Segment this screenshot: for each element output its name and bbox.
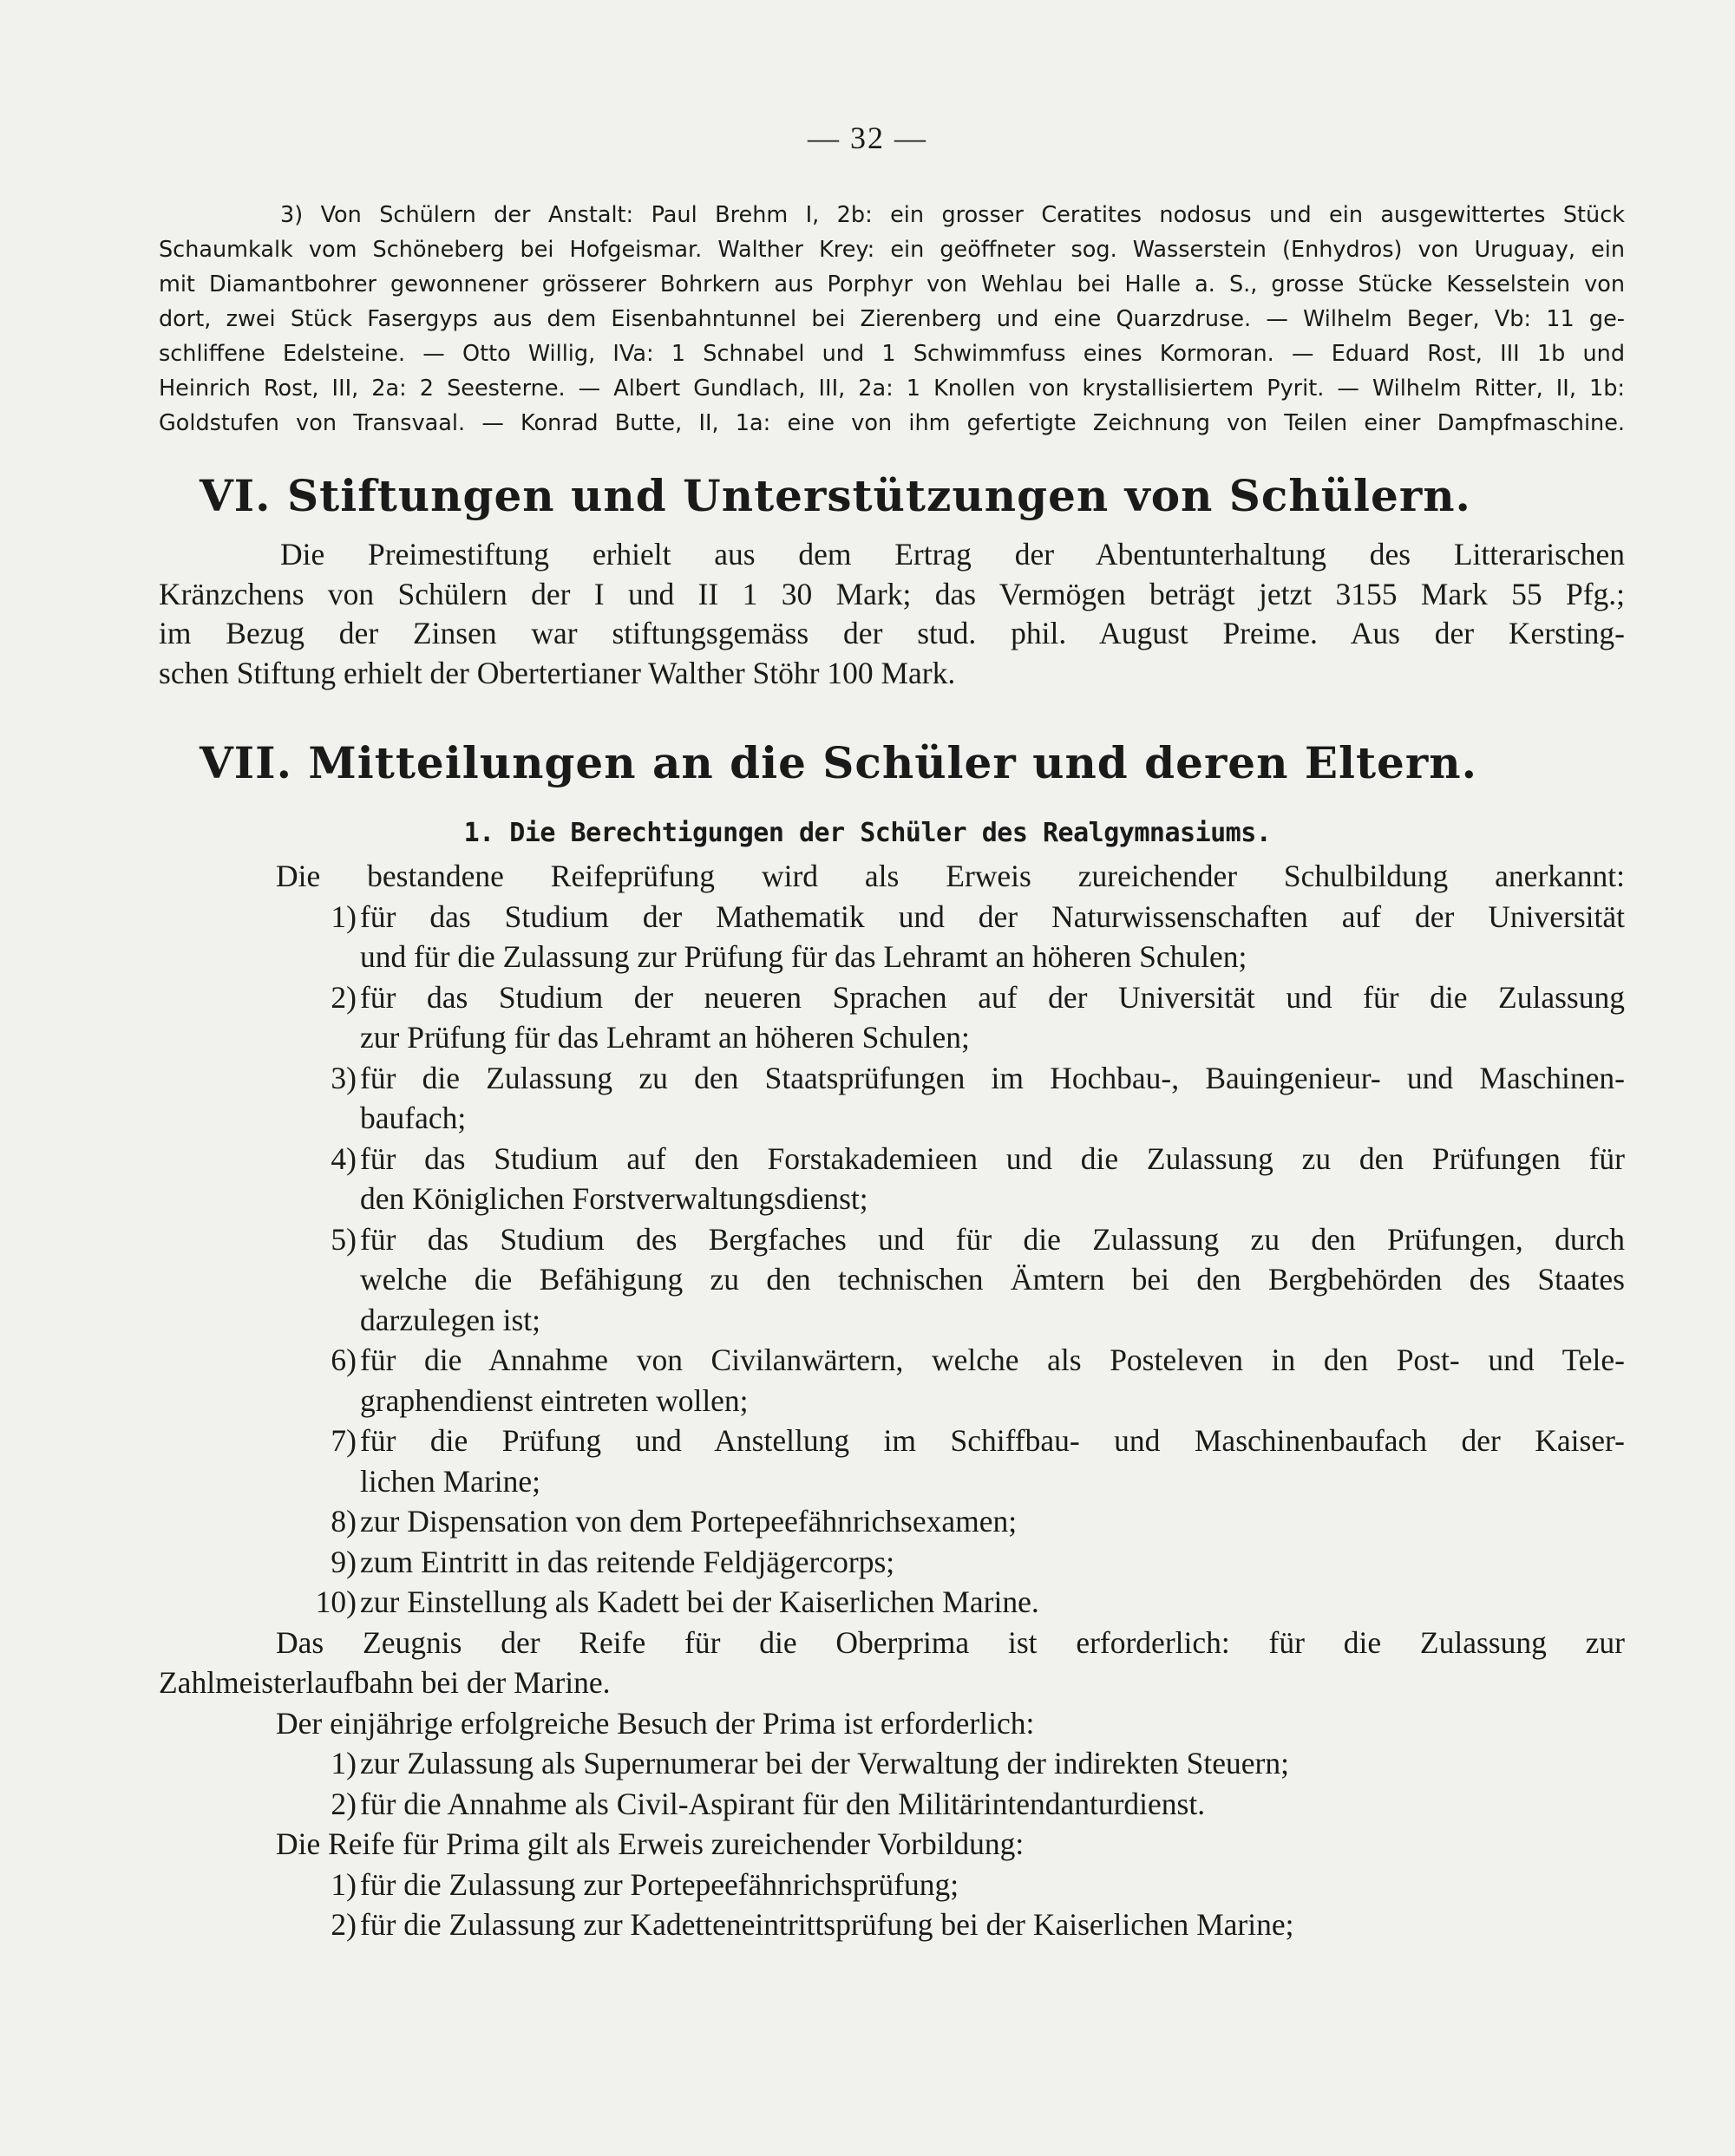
- list-item: [159, 1139, 1625, 1219]
- section-7-heading: VII. Mitteilungen an die Schüler und deren Eltern.: [200, 737, 1477, 788]
- item-line: zur Zulassung als Supernumerar bei der Verwaltung der indirekten Steuern;: [360, 1746, 1289, 1780]
- paragraph-line: Die Preimestiftung erhielt aus dem Ertrag der Abentunterhaltung des Litterarischen: [280, 537, 1625, 572]
- entitlements-list: [159, 856, 1625, 1945]
- item-number: 1): [331, 1746, 357, 1780]
- donations-line: mit Diamantbohrer gewonnener grösserer Bohrkern aus Porphyr von Wehlau bei Halle a. S., grosse Stücke Kesselstein von: [159, 271, 1625, 297]
- item-line: zum Eintritt in das reitende Feldjägercorps;: [360, 1544, 895, 1579]
- item-number: 1): [331, 1866, 357, 1902]
- item-line: für die Annahme als Civil-Aspirant für den Militärintendanturdienst.: [360, 1786, 1206, 1821]
- item-line: zur Prüfung für das Lehramt an höheren Schulen;: [360, 1020, 970, 1055]
- item-number: 6): [331, 1343, 357, 1377]
- donations-line: Goldstufen von Transvaal. — Konrad Butte, II, 1a: eine von ihm gefertigte Zeichnung von Teilen einer Dampfmaschine.: [159, 410, 1625, 436]
- item-number: 5): [331, 1221, 357, 1257]
- donations-line: schliffene Edelsteine. — Otto Willig, IVa: 1 Schnabel und 1 Schwimmfuss eines Kormoran. — Eduard Rost, III 1b und: [159, 341, 1625, 367]
- list-item: [159, 1501, 1625, 1542]
- item-number: 9): [331, 1544, 357, 1579]
- item-number: 2): [331, 1907, 357, 1942]
- section-6-paragraph: [159, 535, 1625, 693]
- item-line: zur Einstellung als Kadett bei der Kaiserlichen Marine.: [360, 1584, 1039, 1619]
- paragraph-line: schen Stiftung erhielt der Obertertianer Walther Stöhr 100 Mark.: [159, 655, 956, 690]
- item-line: für das Studium der Mathematik und der Naturwissenschaften auf der Universität: [360, 898, 1625, 934]
- item-line: für die Annahme von Civilanwärtern, welche als Posteleven in den Post- und Tele-: [360, 1343, 1625, 1377]
- item-number: 2): [331, 1786, 357, 1821]
- item-number: 2): [331, 979, 357, 1015]
- item-line: für das Studium der neueren Sprachen auf der Universität und für die Zulassung: [360, 979, 1625, 1015]
- list-item: [159, 1421, 1625, 1501]
- paragraph-line: Kränzchens von Schülern der I und II 1 30 Mark; das Vermögen beträgt jetzt 3155 Mark 55 Pfg.;: [159, 576, 1625, 611]
- list-item: [159, 897, 1625, 977]
- oberprima-line: Zahlmeisterlaufbahn bei der Marine.: [159, 1665, 611, 1700]
- reife-intro: Die Reife für Prima gilt als Erweis zureichender Vorbildung:: [276, 1826, 1025, 1861]
- section-6-heading: VI. Stiftungen und Unterstützungen von Schülern.: [200, 470, 1471, 521]
- list-intro: Die bestandene Reifeprüfung wird als Erweis zureichender Schulbildung anerkannt:: [276, 859, 1625, 893]
- item-line: für die Zulassung zur Kadetteneintrittsprüfung bei der Kaiserlichen Marine;: [360, 1907, 1294, 1942]
- item-number: 1): [331, 898, 357, 934]
- item-number: 4): [331, 1140, 357, 1176]
- donations-line: 3) Von Schülern der Anstalt: Paul Brehm I, 2b: ein grosser Ceratites nodosus und ein ausgewittertes Stück: [280, 202, 1625, 228]
- list-item: [159, 1784, 1625, 1825]
- prima-intro: Der einjährige erfolgreiche Besuch der Prima ist erforderlich:: [276, 1705, 1035, 1741]
- list-item: [159, 1582, 1625, 1623]
- list-item: [159, 1743, 1625, 1784]
- donations-paragraph: [159, 198, 1625, 441]
- list-item: [159, 1058, 1625, 1139]
- paragraph-line: im Bezug der Zinsen war stiftungsgemäss der stud. phil. August Preime. Aus der Kersting-: [159, 616, 1625, 650]
- list-item: [159, 1340, 1625, 1421]
- item-line: für das Studium des Bergfaches und für die Zulassung zu den Prüfungen, durch: [360, 1221, 1625, 1257]
- item-line: graphendienst eintreten wollen;: [360, 1382, 749, 1418]
- list-item: [159, 1904, 1625, 1945]
- donations-line: dort, zwei Stück Fasergyps aus dem Eisenbahntunnel bei Zierenberg und eine Quarzdruse. — Wilhelm Beger, Vb: 11 ge-: [159, 306, 1625, 332]
- item-number: 7): [331, 1423, 357, 1458]
- list-item: [159, 1542, 1625, 1583]
- item-line: den Königlichen Forstverwaltungsdienst;: [360, 1181, 868, 1216]
- item-line: lichen Marine;: [360, 1463, 540, 1499]
- list-item: [159, 977, 1625, 1058]
- item-line: welche die Befähigung zu den technischen Ämtern bei den Bergbehörden des Staates: [360, 1262, 1625, 1297]
- list-item: [159, 1219, 1625, 1341]
- section-7-subheading: 1. Die Berechtigungen der Schüler des Realgymnasiums.: [463, 818, 1272, 848]
- donations-line: Schaumkalk vom Schöneberg bei Hofgeismar. Walther Krey: ein geöffneter sog. Wasserstein (Enhydros) von Uruguay, ein: [159, 237, 1625, 263]
- page-number: — 32 —: [808, 121, 927, 155]
- oberprima-line: Das Zeugnis der Reife für die Oberprima ist erforderlich: für die Zulassung zur: [276, 1624, 1625, 1660]
- donations-line: Heinrich Rost, III, 2a: 2 Seesterne. — Albert Gundlach, III, 2a: 1 Knollen von krystallisiertem Pyrit. — Wilhelm Ritter, II, 1b:: [159, 376, 1625, 402]
- item-line: baufach;: [360, 1101, 467, 1135]
- item-line: für die Zulassung zu den Staatsprüfungen im Hochbau-, Bauingenieur- und Maschinen-: [360, 1060, 1625, 1095]
- item-line: für das Studium auf den Forstakademieen und die Zulassung zu den Prüfungen für: [360, 1140, 1625, 1176]
- item-line: für die Prüfung und Anstellung im Schiffbau- und Maschinenbaufach der Kaiser-: [360, 1423, 1625, 1458]
- item-number: 8): [331, 1504, 357, 1539]
- item-number: 10): [315, 1584, 357, 1619]
- item-line: und für die Zulassung zur Prüfung für das Lehramt an höheren Schulen;: [360, 939, 1247, 974]
- item-number: 3): [331, 1060, 357, 1095]
- item-line: darzulegen ist;: [360, 1302, 540, 1337]
- list-item: [159, 1865, 1625, 1905]
- item-line: für die Zulassung zur Portepeefähnrichsprüfung;: [360, 1866, 959, 1902]
- item-line: zur Dispensation von dem Portepeefähnrichsexamen;: [360, 1504, 1018, 1539]
